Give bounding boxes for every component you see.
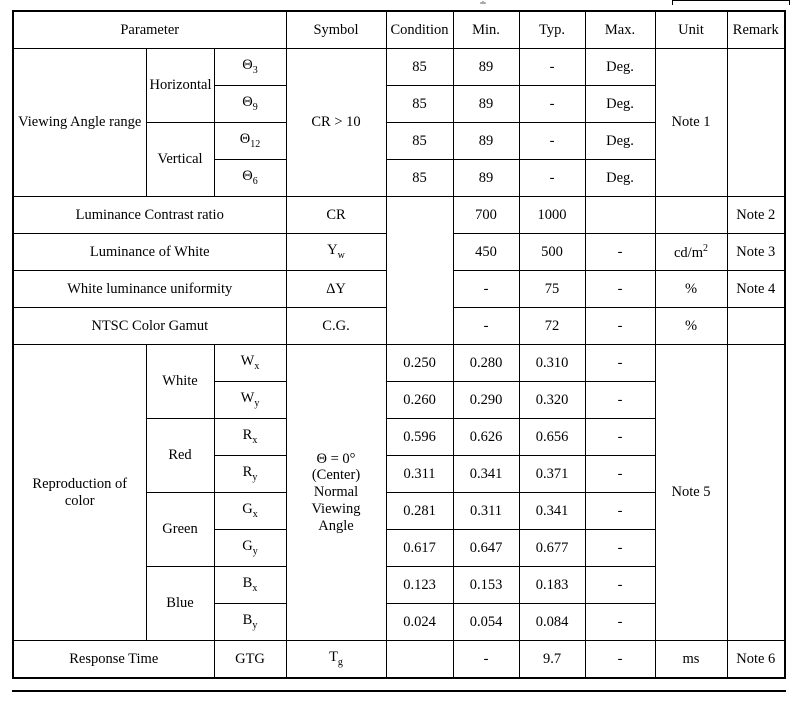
value-max: - (519, 86, 585, 123)
symbol-theta6-base: Θ (242, 168, 253, 185)
symbol-gx-base: G (242, 501, 253, 518)
col-header-typ: Typ. (519, 11, 585, 49)
symbol-theta12-base: Θ (239, 131, 251, 148)
header-corner-box-rule (673, 0, 789, 1)
value-max: 0.320 (519, 382, 585, 419)
specification-table-wrap (12, 10, 786, 679)
value-max: - (519, 49, 585, 86)
condition-line-3: Normal (313, 484, 359, 501)
value-typ: 89 (453, 160, 519, 197)
value-unit: - (585, 382, 655, 419)
value-max: - (585, 641, 655, 679)
symbol-theta9-sub: 9 (252, 102, 258, 114)
value-min: 450 (453, 234, 519, 271)
symbol-tg (286, 641, 386, 679)
col-header-symbol: Symbol (286, 11, 386, 49)
value-unit: Deg. (585, 86, 655, 123)
value-unit: - (585, 419, 655, 456)
value-max: - (585, 234, 655, 271)
value-max: - (519, 160, 585, 197)
condition-center-normal-viewing-angle-upper (386, 197, 453, 345)
value-min: - (453, 641, 519, 679)
symbol-tg-sub: g (337, 657, 343, 669)
symbol-yw-base: Y (327, 242, 338, 259)
value-unit: Deg. (585, 160, 655, 197)
symbol-gx (214, 493, 286, 530)
symbol-theta3-sub: 3 (252, 65, 258, 77)
value-typ: 89 (453, 86, 519, 123)
value-typ: 89 (453, 123, 519, 160)
symbol-gy-sub: y (252, 546, 258, 558)
value-typ: 0.626 (453, 419, 519, 456)
value-max: 0.084 (519, 604, 585, 641)
value-min: 0.617 (386, 530, 453, 567)
symbol-ry-sub: y (252, 472, 258, 484)
value-unit: - (585, 493, 655, 530)
value-typ: 0.647 (453, 530, 519, 567)
value-unit: - (585, 604, 655, 641)
value-min: 85 (386, 86, 453, 123)
value-unit: - (585, 345, 655, 382)
value-unit: Deg. (585, 123, 655, 160)
value-max: 0.677 (519, 530, 585, 567)
alignment-tick-icon: ∸ (479, 0, 487, 8)
table-header-row (13, 11, 785, 49)
col-header-min: Min. (453, 11, 519, 49)
symbol-wy-sub: y (254, 398, 260, 410)
value-typ: 72 (519, 308, 585, 345)
remark-note6: Note 6 (727, 641, 785, 679)
symbol-rx (214, 419, 286, 456)
value-min: 85 (386, 123, 453, 160)
symbol-bx (214, 567, 286, 604)
condition-cr10: CR > 10 (286, 49, 386, 197)
symbol-cg: C.G. (286, 308, 386, 345)
param-response-time: Response Time (13, 641, 214, 679)
remark-note4: Note 4 (727, 271, 785, 308)
unit-cdm2-base: cd/m (674, 244, 703, 261)
value-max: - (585, 271, 655, 308)
value-unit: - (585, 567, 655, 604)
value-typ: 9.7 (519, 641, 585, 679)
col-header-max: Max. (585, 11, 655, 49)
value-max: 0.656 (519, 419, 585, 456)
symbol-tg-base: T (329, 649, 338, 666)
remark-note1: Note 1 (655, 49, 727, 197)
value-unit: % (655, 271, 727, 308)
value-min: 0.123 (386, 567, 453, 604)
param-viewing-angle-range: Viewing Angle range (13, 49, 146, 197)
value-max: - (519, 123, 585, 160)
symbol-theta9 (214, 86, 286, 123)
value-min: 0.260 (386, 382, 453, 419)
value-min: - (453, 271, 519, 308)
value-min: 85 (386, 160, 453, 197)
value-typ: 0.153 (453, 567, 519, 604)
param-luminance-contrast-ratio: Luminance Contrast ratio (13, 197, 286, 234)
symbol-theta6 (214, 160, 286, 197)
symbol-theta3 (214, 49, 286, 86)
param-vertical: Vertical (146, 123, 214, 197)
symbol-yw (286, 234, 386, 271)
value-unit (655, 197, 727, 234)
col-header-condition: Condition (386, 11, 453, 49)
symbol-wy-base: W (240, 390, 255, 407)
param-luminance-of-white: Luminance of White (13, 234, 286, 271)
value-unit: Deg. (585, 49, 655, 86)
value-max (585, 197, 655, 234)
table-row (13, 197, 785, 234)
remark-note2: Note 2 (727, 197, 785, 234)
value-max: 0.310 (519, 345, 585, 382)
condition-center-normal-viewing-angle (286, 345, 386, 641)
symbol-gy-base: G (242, 538, 253, 555)
value-max: - (585, 308, 655, 345)
symbol-theta6-sub: 6 (252, 176, 258, 188)
condition-empty (386, 641, 453, 679)
value-typ: 89 (453, 49, 519, 86)
symbol-wy (214, 382, 286, 419)
value-max: 0.371 (519, 456, 585, 493)
value-min: - (453, 308, 519, 345)
symbol-wx-base: W (240, 353, 255, 370)
symbol-rx-sub: x (252, 435, 258, 447)
value-min: 85 (386, 49, 453, 86)
symbol-theta12-sub: 12 (250, 139, 261, 151)
condition-line-2: (Center) (311, 467, 361, 484)
remark-empty (727, 308, 785, 345)
value-unit: - (585, 456, 655, 493)
specification-table (12, 10, 786, 679)
value-unit-cdm2 (655, 234, 727, 271)
page-bottom-rule (12, 690, 786, 695)
value-unit: % (655, 308, 727, 345)
value-typ: 0.290 (453, 382, 519, 419)
value-typ: 1000 (519, 197, 585, 234)
value-min: 0.250 (386, 345, 453, 382)
param-blue: Blue (146, 567, 214, 641)
symbol-theta12 (214, 123, 286, 160)
symbol-yw-sub: w (337, 250, 345, 262)
value-unit: ms (655, 641, 727, 679)
symbol-by-sub: y (252, 620, 258, 632)
symbol-rx-base: R (242, 427, 253, 444)
table-row (13, 641, 785, 679)
remark-note3: Note 3 (727, 234, 785, 271)
col-header-unit: Unit (655, 11, 727, 49)
value-unit: - (585, 530, 655, 567)
symbol-by-base: B (242, 612, 253, 629)
param-white-luminance-uniformity: White luminance uniformity (13, 271, 286, 308)
param-gtg: GTG (214, 641, 286, 679)
param-red: Red (146, 419, 214, 493)
condition-line-1: Θ = 0° (316, 450, 356, 467)
symbol-wx-sub: x (254, 361, 260, 373)
table-row (13, 49, 785, 86)
symbol-theta9-base: Θ (242, 94, 253, 111)
param-horizontal: Horizontal (146, 49, 214, 123)
remark-note5: Note 5 (655, 345, 727, 641)
value-typ: 0.311 (453, 493, 519, 530)
symbol-gx-sub: x (252, 509, 258, 521)
param-green: Green (146, 493, 214, 567)
condition-line-5: Angle (318, 517, 354, 534)
symbol-bx-sub: x (252, 583, 258, 595)
value-typ: 0.054 (453, 604, 519, 641)
col-header-parameter: Parameter (13, 11, 286, 49)
value-min: 0.311 (386, 456, 453, 493)
symbol-gy (214, 530, 286, 567)
value-typ: 75 (519, 271, 585, 308)
value-min: 0.024 (386, 604, 453, 641)
symbol-ry-base: R (242, 464, 253, 481)
header-corner-box (672, 0, 790, 5)
symbol-ry (214, 456, 286, 493)
symbol-bx-base: B (242, 575, 253, 592)
symbol-by (214, 604, 286, 641)
param-ntsc-color-gamut: NTSC Color Gamut (13, 308, 286, 345)
param-white: White (146, 345, 214, 419)
symbol-wx (214, 345, 286, 382)
value-max: 0.341 (519, 493, 585, 530)
symbol-delta-y: ΔY (286, 271, 386, 308)
condition-line-4: Viewing (311, 500, 361, 517)
table-row (13, 345, 785, 382)
col-header-remark: Remark (727, 11, 785, 49)
symbol-cr: CR (286, 197, 386, 234)
value-min: 0.596 (386, 419, 453, 456)
value-min: 0.281 (386, 493, 453, 530)
symbol-theta3-base: Θ (242, 57, 253, 74)
value-typ: 0.280 (453, 345, 519, 382)
value-typ: 0.341 (453, 456, 519, 493)
value-min: 700 (453, 197, 519, 234)
value-typ: 500 (519, 234, 585, 271)
value-max: 0.183 (519, 567, 585, 604)
param-reproduction-of-color: Reproduction of color (13, 345, 146, 641)
unit-cdm2-sup: 2 (703, 242, 708, 254)
